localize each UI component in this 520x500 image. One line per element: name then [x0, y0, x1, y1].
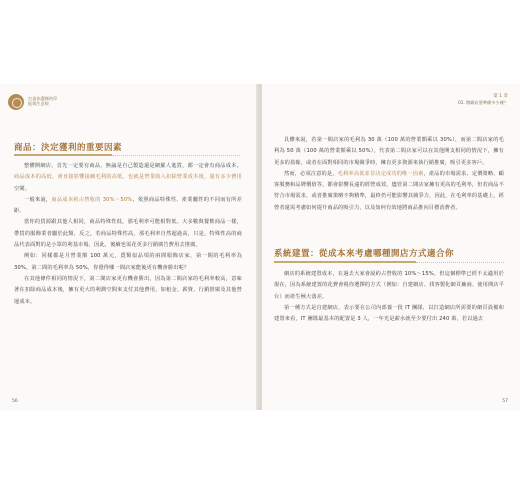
left-page [0, 84, 258, 410]
paragraph [274, 303, 504, 326]
section-dotted-rule-2 [416, 262, 504, 264]
paragraph [274, 169, 504, 214]
body-text: 例如：同樣都是月營業額 100 萬元，賣類似品項的兩間服飾店家，第一間的毛利率為 30%，第二間的毛利率為 50%，你覺得哪一間店家能後更有機會勝出呢？ [14, 253, 242, 271]
highlighted-text: 毛利率高低並非決定成功的唯一因素 [337, 170, 424, 177]
highlighted-text: 商品成本約占營收的 30%～50% [51, 196, 133, 203]
right-page [262, 84, 520, 410]
body-text: 網店的系統建置成本，在過去大家會說約占營收的 10%～15%，但這個標準已經不太適用於現在，因為系統建置的花費會視你選擇的方式（例如：自建網店、找客製化網頁廠商、使用開店平台）而產生極大落差。 [274, 271, 504, 300]
body-text: 整體開網店，首先一定要有商品，無論是自己製造還是網羅 [24, 163, 166, 169]
right-body-text-top [274, 135, 504, 214]
chapter-label: 第 1 章 [493, 94, 508, 99]
page-number-right: 57 [502, 399, 508, 404]
body-text: 在其他條件相同的情況下，第二間店家更有機會勝出。因為第二間店家的毛利率較高，意味著在扣除商品成本後，擁有更大的利潤空間來支付其他費用，如租金、薪資、行銷推廣及其他營運成本。 [14, 275, 242, 305]
left-body-text [14, 161, 242, 308]
section-title-products: 商品：決定獲利的重要因素 [14, 143, 123, 153]
body-text: 人進貨，都一定會有商品成本。 [165, 163, 242, 169]
section-underline [14, 154, 112, 156]
body-text: 然而，必須注意的是， [284, 170, 338, 177]
right-running-header [458, 94, 508, 106]
paragraph [14, 251, 242, 274]
header-line-2: 能與生意經 [28, 101, 49, 106]
publisher-logo [8, 94, 24, 110]
left-running-header [8, 94, 57, 110]
book-spread [0, 84, 520, 410]
page-number-left: 56 [12, 399, 18, 404]
body-text: 第一種方式是自建網店，表示要在公司內部養一批 IT 團隊，以打造網店所需要的網頁設備和建置來看，IT 團隊最基本的配置是 3 人，一年光是薪水就至少要付出 240 萬，若以過去 [274, 304, 504, 323]
body-text: 一般來說， [24, 196, 52, 203]
section-dotted-rule [112, 155, 240, 157]
right-body-text-bottom [274, 269, 504, 325]
header-line-1: 打造你選擇的印 [28, 96, 58, 101]
paragraph [14, 161, 242, 195]
body-text: 空間。 [14, 185, 31, 192]
body-text: 當你的貨源跟其他人相同，商品特殊性低，那毛利率可能相對低。大多數與餐飲商品一樣，帶貨的服飾業者屬於此類，反之，若商品特殊性高，那毛利率自然超過高，只是，特殊性高的商品代表面對的是小眾的利基市場，因此，後續也需花更多行銷廣告費用去推廣。 [14, 219, 242, 249]
section-underline-2 [274, 261, 416, 263]
highlighted-text: 商品成本的高低，會直接影響接續毛利的高低，也就是營業收入扣除營業成本後，還有多少費用 [14, 174, 242, 181]
paragraph [14, 274, 242, 308]
paragraph [274, 269, 504, 303]
section-label: 01. 開網店要準備多少錢？ [458, 100, 508, 105]
body-text: ，依照商品特殊性、產業屬性的不同而有所差距。 [14, 196, 242, 215]
paragraph [14, 217, 242, 251]
body-text: 具體來說，若第一間店家的毛利為 30 萬（100 萬的營業額乘以 30%），而第二間店家的毛利為 50 萬（100 萬的營業額乘以 50%），代表第二間店家可以在其他開支相同的情況下，擁有更多的盈餘，或者在面對相同的市場競爭時，擁有更多資源來執行銷推廣，吸引更多客戶。 [274, 137, 504, 166]
section-title-system: 系統建置：從成本來考慮哪種開店方式適合你 [274, 249, 455, 259]
paragraph [274, 135, 504, 169]
paragraph [14, 195, 242, 218]
body-text: ，產品的市場需求、定價策略、顧客服務和品牌價值等，都會影響長遠的經營成效。儘管第二間店家擁有更高的毛利率，但若商品不符合市場需求，或者推廣策略不夠精準，最終仍可能影響其競爭力，因此，在毛利率的基礎上，經營者還需考慮如何提升商品的吸引力，以及如何有效地將商品推向目標消費者。 [274, 170, 504, 211]
